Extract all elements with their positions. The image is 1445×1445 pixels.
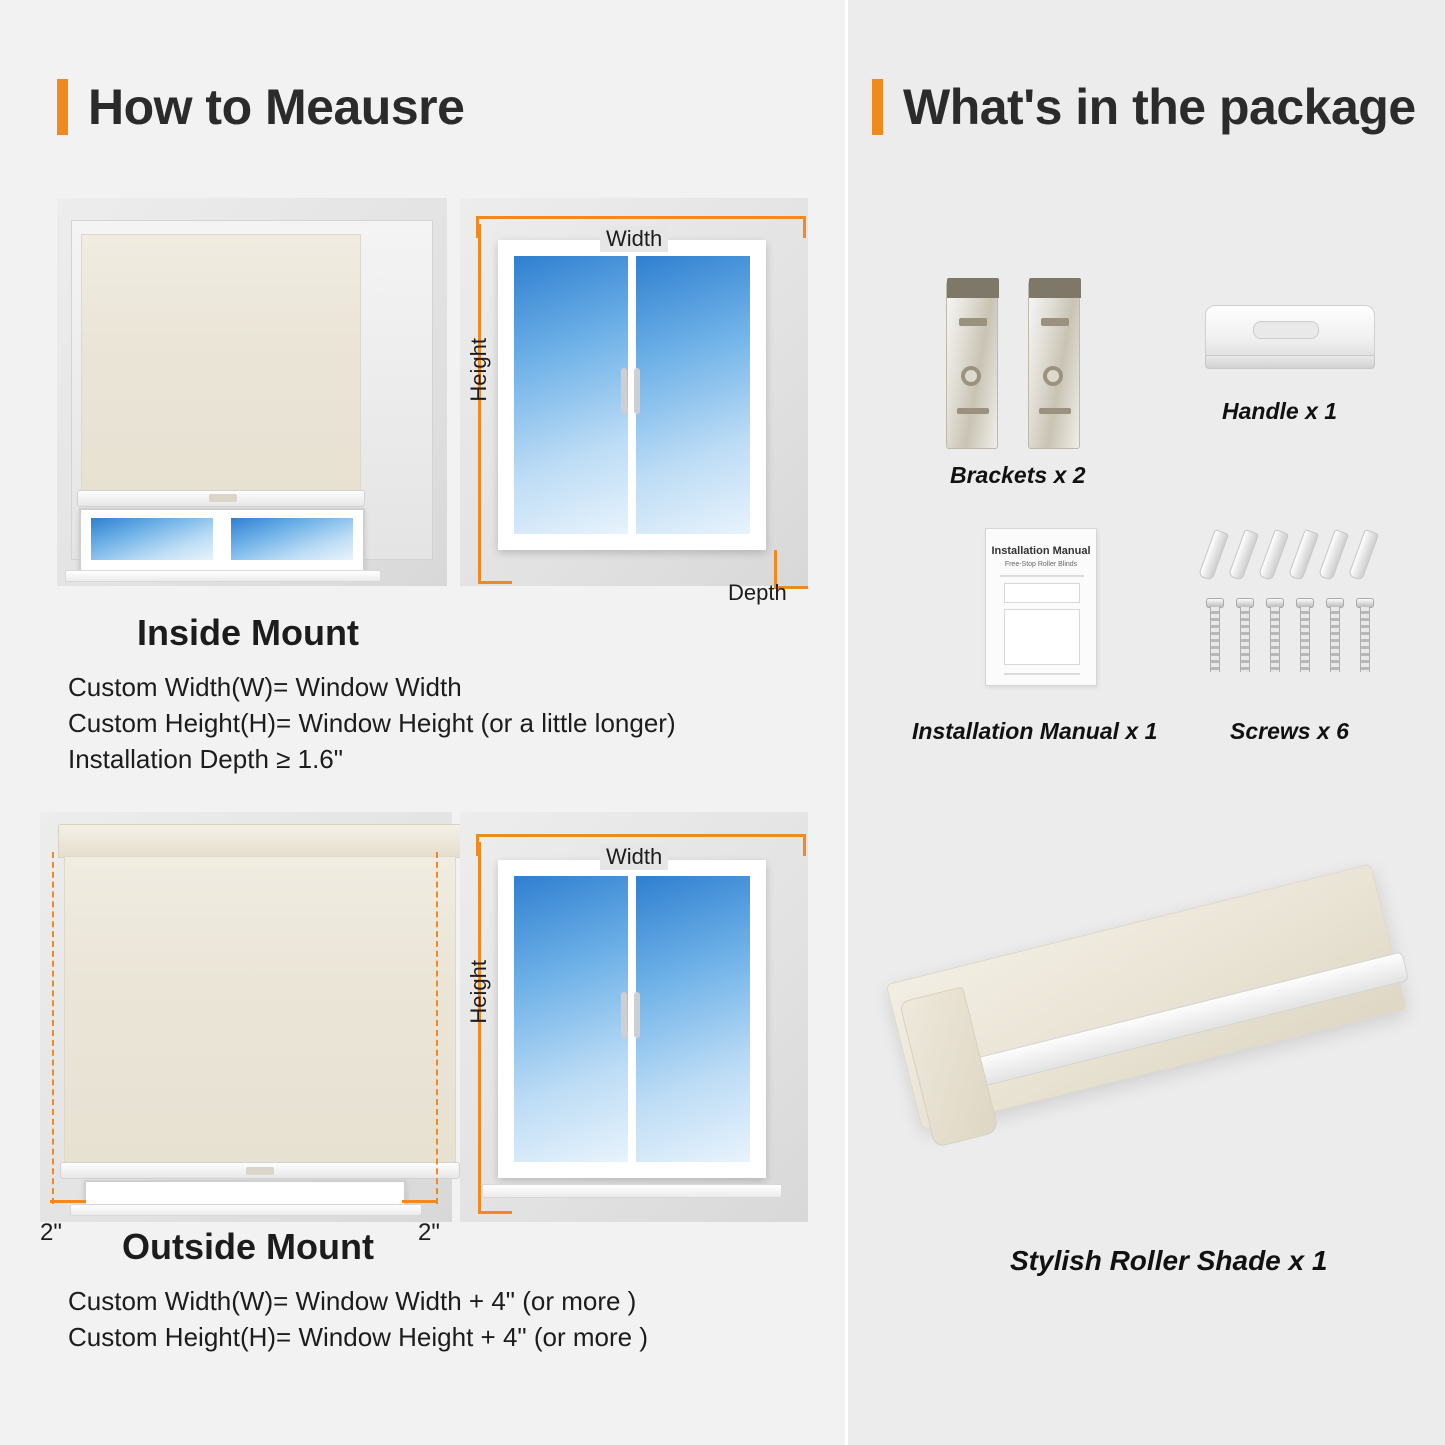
screw-shaft xyxy=(1270,607,1280,672)
bracket-top-clip xyxy=(1029,278,1081,298)
outside-note-1: Custom Width(W)= Window Width + 4" (or more ) xyxy=(68,1286,637,1316)
window-glass-left xyxy=(514,256,628,534)
screw-icon xyxy=(1268,598,1282,672)
screw-shaft xyxy=(1330,607,1340,672)
overhang-left-arrow xyxy=(50,1200,86,1203)
heading-text: How to Meausre xyxy=(88,79,465,135)
wall-anchor-icon xyxy=(1228,529,1259,581)
manual-title: Installation Manual xyxy=(991,545,1091,557)
width-tick-right xyxy=(803,834,806,856)
screw-icon xyxy=(1358,598,1372,672)
shade-fabric xyxy=(64,856,456,1166)
shade-headrail xyxy=(58,824,462,858)
width-dimension-line xyxy=(476,834,806,837)
heading-whats-in-package xyxy=(872,78,1416,136)
screw-icon xyxy=(1298,598,1312,672)
window-glass-left xyxy=(514,876,628,1162)
window-handle-right xyxy=(634,992,640,1038)
manual-figure-row xyxy=(1004,583,1080,603)
height-tick-bottom xyxy=(478,1211,512,1214)
panel-divider xyxy=(845,0,848,1445)
window-glass-right xyxy=(636,876,750,1162)
screw-icon xyxy=(1238,598,1252,672)
bracket-slot-lower xyxy=(1039,408,1071,414)
roller-shade-label: Stylish Roller Shade x 1 xyxy=(1010,1245,1328,1276)
height-label: Height xyxy=(466,960,491,1024)
roller-shade-graphic xyxy=(872,880,1432,1220)
manual-footer-rule xyxy=(1004,673,1080,675)
screw-shaft xyxy=(1300,607,1310,672)
inside-mount-illustration xyxy=(57,198,447,586)
height-tick-bottom xyxy=(478,581,512,584)
window-sill xyxy=(65,570,381,582)
bracket-slot xyxy=(1041,318,1069,326)
heading-how-to-measure xyxy=(57,78,464,136)
window-frame xyxy=(498,240,766,550)
window-glass-left xyxy=(91,518,213,560)
bracket-slot-lower xyxy=(957,408,989,414)
screw-shaft xyxy=(1240,607,1250,672)
shade-handle-nub xyxy=(246,1167,274,1175)
screw-shaft xyxy=(1210,607,1220,672)
accent-bar xyxy=(57,79,68,135)
height-label: Height xyxy=(466,338,491,402)
outside-mount-illustration xyxy=(40,812,452,1222)
outside-note-2: Custom Height(H)= Window Height + 4" (or more ) xyxy=(68,1321,648,1352)
screws-label: Screws x 6 xyxy=(1230,718,1349,744)
manual-label: Installation Manual x 1 xyxy=(912,718,1158,744)
width-label: Width xyxy=(600,226,668,252)
handle-grip-slot xyxy=(1253,321,1319,339)
bracket-slot xyxy=(959,318,987,326)
bracket-top-clip xyxy=(947,278,999,298)
overhang-guide-left xyxy=(52,852,54,1204)
window-glass-right xyxy=(231,518,353,560)
outside-mount-notes xyxy=(68,1284,648,1356)
window-sill xyxy=(70,1204,422,1216)
window-handle-left xyxy=(621,368,627,414)
heading-text: What's in the package xyxy=(903,79,1416,135)
screw-icon xyxy=(1328,598,1342,672)
bracket-hole xyxy=(961,366,981,386)
inside-mount-title: Inside Mount xyxy=(137,612,359,653)
screws-graphic xyxy=(1200,520,1380,690)
wall-anchor-icon xyxy=(1288,529,1319,581)
wall-anchor-icon xyxy=(1348,529,1379,581)
overhang-left-label: 2" xyxy=(40,1219,62,1246)
handle-base xyxy=(1205,355,1375,369)
inside-note-1: Custom Width(W)= Window Width xyxy=(68,672,462,702)
screw-shaft xyxy=(1360,607,1370,672)
bracket-icon xyxy=(946,281,998,449)
manual-icon xyxy=(985,528,1097,686)
window-sill xyxy=(482,1184,782,1198)
inside-note-3: Installation Depth ≥ 1.6" xyxy=(68,743,343,774)
handle-label: Handle x 1 xyxy=(1222,398,1338,424)
window-frame xyxy=(79,508,365,574)
height-dimension-line xyxy=(478,224,481,584)
height-dimension-line xyxy=(478,842,481,1214)
overhang-right-label: 2" xyxy=(418,1219,440,1246)
depth-label: Depth xyxy=(728,580,787,605)
window-handle-left xyxy=(621,992,627,1038)
inside-mount-dimension-diagram xyxy=(460,198,808,605)
bracket-icon xyxy=(1028,281,1080,449)
wall-anchor-icon xyxy=(1318,529,1349,581)
shade-handle-nub xyxy=(209,494,237,502)
outside-mount-title: Outside Mount xyxy=(122,1226,374,1267)
inside-mount-notes xyxy=(68,670,676,778)
brackets-label: Brackets x 2 xyxy=(950,462,1086,488)
manual-rule xyxy=(1000,575,1084,577)
handle-graphic xyxy=(1205,305,1375,385)
window-handle-right xyxy=(634,368,640,414)
inside-note-2: Custom Height(H)= Window Height (or a little longer) xyxy=(68,707,676,738)
width-label: Width xyxy=(600,844,668,870)
shade-fabric xyxy=(81,234,361,494)
overhang-guide-right xyxy=(436,852,438,1204)
width-tick-right xyxy=(803,216,806,238)
accent-bar xyxy=(872,79,883,135)
wall-anchor-icon xyxy=(1258,529,1289,581)
window-frame xyxy=(498,860,766,1178)
manual-subtitle: Free-Stop Roller Blinds xyxy=(1004,561,1078,568)
screw-icon xyxy=(1208,598,1222,672)
brackets-graphic xyxy=(940,275,1100,445)
manual-figure-main xyxy=(1004,609,1080,665)
wall-anchor-icon xyxy=(1198,529,1229,581)
width-dimension-line xyxy=(476,216,806,219)
overhang-right-arrow xyxy=(402,1200,438,1203)
outside-mount-dimension-diagram xyxy=(460,812,808,1222)
window-glass-right xyxy=(636,256,750,534)
bracket-hole xyxy=(1043,366,1063,386)
